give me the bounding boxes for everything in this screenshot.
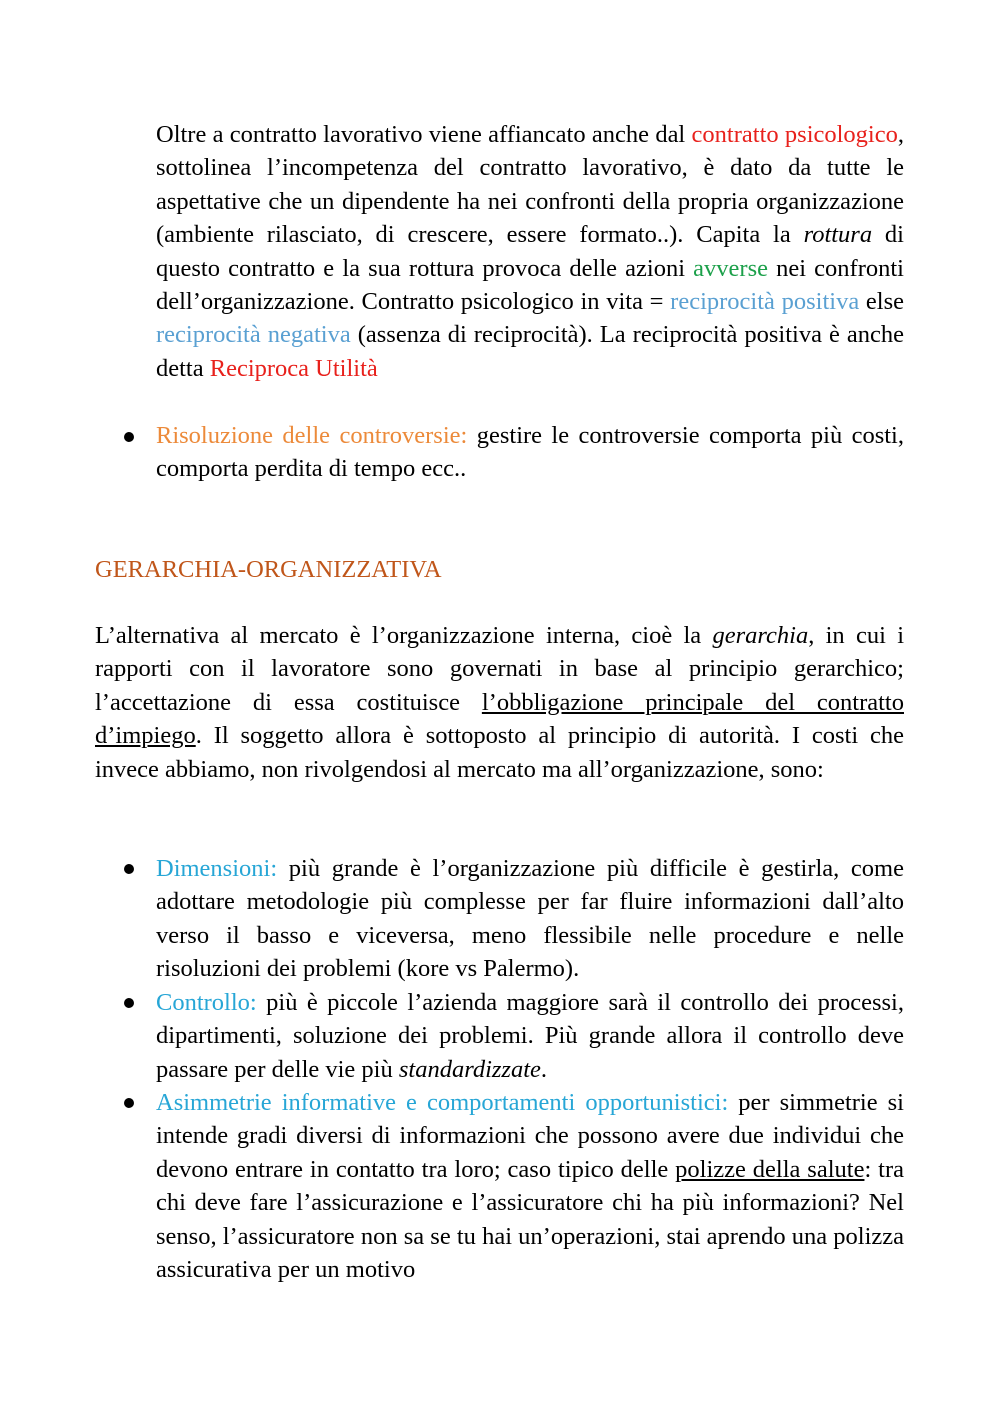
term-risoluzione-controversie: Risoluzione delle controversie: (156, 422, 468, 449)
bullet-dot (124, 1098, 134, 1108)
bullet-dot (124, 432, 134, 442)
paragraph-gerarchia (95, 619, 904, 786)
term-reciprocita-negativa: reciprocità negativa (156, 321, 351, 349)
text-span: else (859, 288, 904, 316)
term-reciprocita-positiva: reciprocità positiva (670, 288, 860, 316)
text-span: più è piccole l’azienda maggiore sarà il controllo dei processi, dipartimenti, soluzione dei problemi. Più grande allora il controllo deve passare per delle vie più (156, 989, 904, 1083)
text-span: più grande è l’organizzazione più difficile è gestirla, come adottare metodologie più complesse per far fluire informazioni dall’alto verso il basso e viceversa, meno flessibile nelle procedure e nelle risoluzioni dei problemi (kore vs Palermo). (156, 855, 904, 983)
text-span: gestire le controversie comporta più costi, comporta perdita di tempo ecc.. (156, 422, 904, 483)
term-controllo: Controllo: (156, 989, 257, 1016)
text-span: nei confronti dell’organizzazione. Contratto psicologico in vita = (156, 254, 904, 316)
emphasis-standardizzate: standardizzate (398, 1055, 541, 1083)
text-span: Oltre a contratto lavorativo viene affiancato anche dal (156, 121, 692, 148)
term-avverse: avverse (693, 254, 768, 282)
bullet-risoluzione-controversie (156, 419, 904, 486)
bullet-asimmetrie (156, 1086, 904, 1286)
paragraph-contratto-psicologico (156, 118, 904, 385)
term-reciproca-utilita: Reciproca Utilità (209, 354, 378, 382)
text-span: . Il soggetto allora è sottoposto al principio di autorità. I costi che invece abbiamo, non rivolgendosi al mercato ma all’organizzazione, sono: (95, 722, 904, 783)
text-span: , sottolinea l’incompetenza del contratto lavorativo, è dato da tutte le aspettative che un dipendente ha nei confronti della propria organizzazione (ambiente rilasciato, di crescere, essere formato..). Capita la (156, 121, 904, 249)
section-heading: GERARCHIA-ORGANIZZATIVA (95, 556, 442, 583)
underlined-polizze-salute: polizze della salute (675, 1155, 865, 1183)
bullet-controllo (156, 986, 904, 1086)
term-dimensioni: Dimensioni: (156, 855, 278, 882)
text-span: : tra chi deve fare l’assicurazione e l’assicuratore chi ha più informazioni? Nel senso, l’assicuratore non sa se tu hai un’operazioni, stai aprendo una polizza assicurativa per un motivo (156, 1155, 904, 1284)
term-asimmetrie: Asimmetrie informative e comportamenti opportunistici: (156, 1089, 729, 1116)
text-span: per simmetrie si intende gradi diversi di informazioni che possono avere due individui che devono entrare in contatto tra loro; caso tipico delle (156, 1089, 904, 1183)
bullet-dot (124, 864, 134, 874)
underlined-obbligazione: l’obbligazione principale del contratto d’impiego (95, 688, 904, 750)
text-span: (assenza di reciprocità). La reciprocità positiva è anche detta (156, 321, 904, 382)
text-span: di questo contratto e la sua rottura provoca delle azioni (156, 221, 904, 282)
text-span: L’alternativa al mercato è l’organizzazione interna, cioè la (95, 622, 713, 649)
bullet-dimensioni (156, 852, 904, 986)
emphasis-rottura: rottura (803, 221, 873, 249)
term-contratto-psicologico: contratto psicologico (691, 121, 898, 148)
bullet-dot (124, 998, 134, 1008)
emphasis-gerarchia: gerarchia (712, 622, 809, 649)
text-span: . (540, 1055, 548, 1083)
text-span: , in cui i rapporti con il lavoratore sono governati in base al principio gerarchico; l’accettazione di essa costituisce (95, 622, 905, 716)
